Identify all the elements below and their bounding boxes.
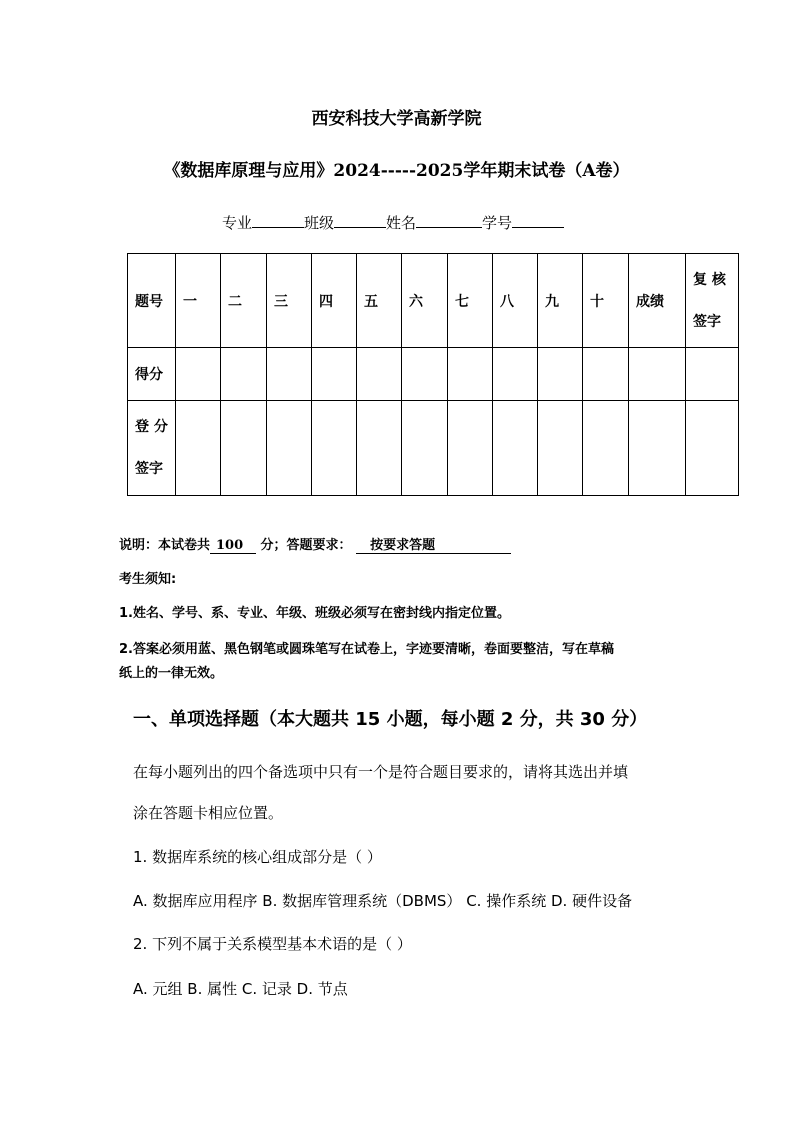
register-sign-label xyxy=(128,401,176,496)
class-field[interactable] xyxy=(334,211,386,228)
score-cell[interactable] xyxy=(176,348,221,401)
major-field[interactable] xyxy=(252,211,304,228)
section-title: 一、单项选择题（本大题共 15 小题，每小题 2 分，共 30 分） xyxy=(133,709,648,730)
exam-description xyxy=(119,534,511,554)
notice-item-2-line2: 纸上的一律无效。 xyxy=(119,666,224,681)
exam-title: 《数据库原理与应用》2024-----2025学年期末试卷（A卷） xyxy=(163,161,630,181)
score-cell[interactable] xyxy=(312,348,357,401)
header-cell: 二 xyxy=(221,254,267,348)
signature-row xyxy=(128,401,739,496)
score-table xyxy=(127,253,739,496)
question-1-stem: 1. 数据库系统的核心组成部分是（ ） xyxy=(133,848,382,866)
signature-cell[interactable] xyxy=(538,401,583,496)
desc-prefix: 说明：本试卷共 xyxy=(119,538,211,553)
score-cell[interactable] xyxy=(448,348,493,401)
notice-item-1: 1.姓名、学号、系、专业、年级、班级必须写在密封线内指定位置。 xyxy=(119,606,510,621)
question-2-stem: 2. 下列不属于关系模型基本术语的是（ ） xyxy=(133,935,412,953)
header-cell: 十 xyxy=(583,254,629,348)
register-sign-line1: 登 分 xyxy=(135,419,168,435)
school-name: 西安科技大学高新学院 xyxy=(311,109,482,129)
signature-cell[interactable] xyxy=(629,401,686,496)
notice-title: 考生须知: xyxy=(119,572,177,587)
register-sign-line2: 签字 xyxy=(135,461,163,477)
signature-cell[interactable] xyxy=(583,401,629,496)
signature-cell[interactable] xyxy=(312,401,357,496)
signature-cell[interactable] xyxy=(176,401,221,496)
score-cell[interactable] xyxy=(493,348,538,401)
score-cell[interactable] xyxy=(629,348,686,401)
class-label: 班级 xyxy=(304,214,335,232)
score-cell[interactable] xyxy=(402,348,448,401)
name-field[interactable] xyxy=(416,211,482,228)
header-cell: 五 xyxy=(357,254,402,348)
header-cell: 八 xyxy=(493,254,538,348)
answer-requirement-value: 按要求答题 xyxy=(356,534,511,554)
signature-cell[interactable] xyxy=(357,401,402,496)
signature-cell[interactable] xyxy=(686,401,739,496)
question-2-options: A. 元组 B. 属性 C. 记录 D. 节点 xyxy=(133,980,348,998)
header-cell: 三 xyxy=(267,254,312,348)
score-cell[interactable] xyxy=(267,348,312,401)
notice-item-2-line1: 2.答案必须用蓝、黑色钢笔或圆珠笔写在试卷上，字迹要清晰，卷面要整洁，写在草稿 xyxy=(119,642,614,657)
header-cell: 七 xyxy=(448,254,493,348)
student-id-field[interactable] xyxy=(512,211,564,228)
student-id-label: 学号 xyxy=(482,214,513,232)
total-score-value: 100 xyxy=(210,538,256,554)
score-row-label: 得分 xyxy=(128,348,176,401)
score-cell[interactable] xyxy=(686,348,739,401)
review-sign-header xyxy=(686,254,739,348)
signature-cell[interactable] xyxy=(448,401,493,496)
major-label: 专业 xyxy=(222,214,253,232)
header-cell: 成绩 xyxy=(629,254,686,348)
header-cell: 六 xyxy=(402,254,448,348)
score-cell[interactable] xyxy=(538,348,583,401)
header-cell: 九 xyxy=(538,254,583,348)
header-cell: 一 xyxy=(176,254,221,348)
name-label: 姓名 xyxy=(386,214,417,232)
score-cell[interactable] xyxy=(357,348,402,401)
student-info-line xyxy=(222,211,564,233)
score-row xyxy=(128,348,739,401)
section-instruction-line2: 涂在答题卡相应位置。 xyxy=(133,804,284,822)
signature-cell[interactable] xyxy=(221,401,267,496)
review-sign-line1: 复 核 xyxy=(693,271,726,288)
review-sign-line2: 签字 xyxy=(693,313,721,330)
header-cell: 四 xyxy=(312,254,357,348)
section-instruction-line1: 在每小题列出的四个备选项中只有一个是符合题目要求的，请将其选出并填 xyxy=(133,763,629,781)
question-1-options: A. 数据库应用程序 B. 数据库管理系统（DBMS） C. 操作系统 D. 硬件设备 xyxy=(133,892,633,910)
desc-middle: 分；答题要求： xyxy=(260,538,352,553)
score-cell[interactable] xyxy=(221,348,267,401)
signature-cell[interactable] xyxy=(493,401,538,496)
signature-cell[interactable] xyxy=(267,401,312,496)
header-cell: 题号 xyxy=(128,254,176,348)
score-cell[interactable] xyxy=(583,348,629,401)
header-row xyxy=(128,254,739,348)
signature-cell[interactable] xyxy=(402,401,448,496)
